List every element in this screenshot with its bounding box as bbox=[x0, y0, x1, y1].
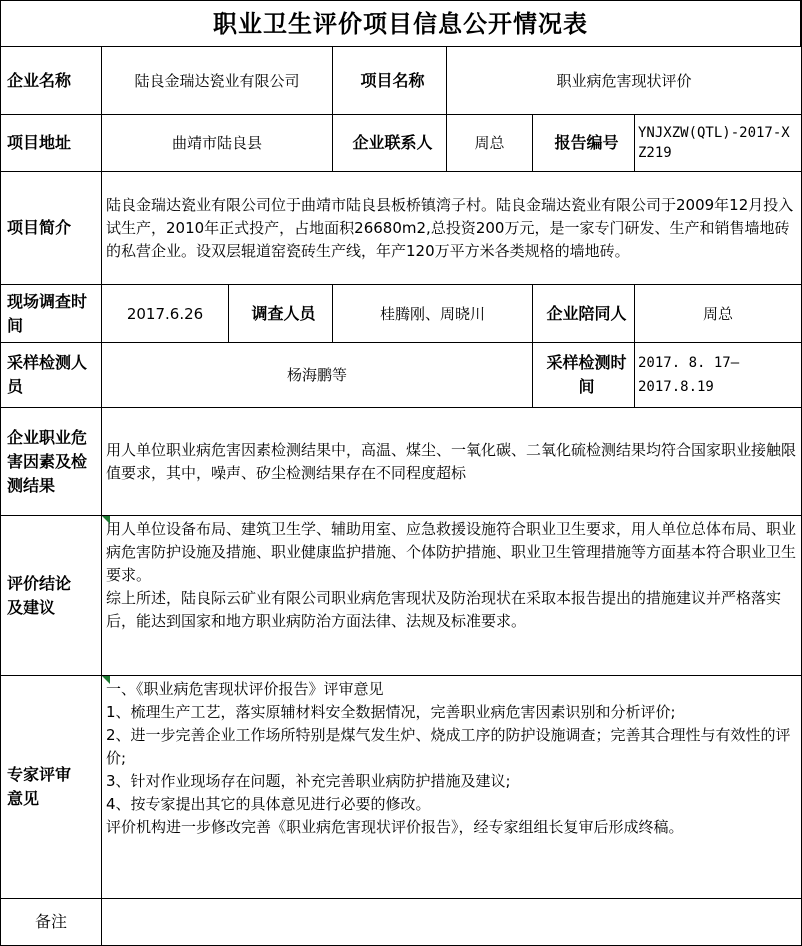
label-company-name: 企业名称 bbox=[1, 47, 102, 115]
label-project-name: 项目名称 bbox=[333, 47, 447, 115]
value-company-escort: 周总 bbox=[635, 285, 801, 343]
value-hazard-results-cell bbox=[102, 408, 801, 516]
page-title: 职业卫生评价项目信息公开情况表 bbox=[1, 1, 801, 47]
value-project-address: 曲靖市陆良县 bbox=[102, 115, 333, 172]
label-company-escort: 企业陪同人 bbox=[533, 285, 635, 343]
expert-review-line: 评价机构进一步修改完善《职业病危害现状评价报告》，经专家组组长复审后形成终稿。 bbox=[106, 818, 684, 836]
comment-marker-icon bbox=[102, 676, 110, 684]
value-sampling-staff: 杨海鹏等 bbox=[102, 343, 533, 408]
label-project-address: 项目地址 bbox=[1, 115, 102, 172]
label-sampling-time: 采样检测时间 bbox=[533, 343, 635, 408]
label-conclusion: 评价结论及建议 bbox=[1, 516, 102, 676]
label-company-contact: 企业联系人 bbox=[333, 115, 447, 172]
label-sampling-staff: 采样检测人员 bbox=[1, 343, 102, 408]
conclusion-paragraph: 综上所述，陆良际云矿业有限公司职业病危害现状及防治现状在采取本报告提出的措施建议并严格落实后，能达到国家和地方职业病防治方面法律、法规及标准要求。 bbox=[106, 589, 782, 630]
value-hazard-results: 用人单位职业病危害因素检测结果中，高温、煤尘、一氧化碳、二氧化硫检测结果均符合国家职业接触限值要求，其中，噪声、矽尘检测结果存在不同程度超标 bbox=[106, 440, 797, 482]
label-hazard-results: 企业职业危害因素及检测结果 bbox=[1, 408, 102, 516]
value-survey-time: 2017.6.26 bbox=[102, 285, 229, 343]
value-remarks bbox=[102, 899, 801, 945]
label-project-intro: 项目简介 bbox=[1, 172, 102, 285]
value-project-name: 职业病危害现状评价 bbox=[447, 47, 801, 115]
value-project-intro: 陆良金瑞达瓷业有限公司位于曲靖市陆良县板桥镇湾子村。陆良金瑞达瓷业有限公司于2009年12月投入试生产，2010年正式投产，占地面积26680m2,总投资200万元，是一家专门研发、生产和销售墙地砖的私营企业。设双层辊道窑瓷砖生产线，年产120万平方米各类规格的墙地砖。 bbox=[106, 195, 794, 260]
value-report-no: YNJXZW(QTL)-2017-XZ219 bbox=[635, 115, 801, 172]
expert-review-line: 2、进一步完善企业工作场所特别是煤气发生炉、烧成工序的防护设施调查；完善其合理性与有效性的评价; bbox=[106, 726, 791, 767]
value-company-contact: 周总 bbox=[447, 115, 533, 172]
expert-review-line: 1、梳理生产工艺，落实原辅材料安全数据情况，完善职业病危害因素识别和分析评价; bbox=[106, 703, 676, 721]
value-project-intro-cell bbox=[102, 172, 801, 285]
label-expert-review: 专家评审意见 bbox=[1, 676, 102, 899]
label-remarks: 备注 bbox=[1, 899, 102, 945]
value-company-name: 陆良金瑞达瓷业有限公司 bbox=[102, 47, 333, 115]
expert-review-line: 一、《职业病危害现状评价报告》评审意见 bbox=[106, 680, 384, 698]
value-sampling-time: 2017. 8. 17—2017.8.19 bbox=[635, 343, 801, 408]
label-surveyors: 调查人员 bbox=[229, 285, 333, 343]
conclusion-paragraph: 用人单位设备布局、建筑卫生学、辅助用室、应急救援设施符合职业卫生要求，用人单位总体布局、职业病危害防护设施及措施、职业健康监护措施、个体防护措施、职业卫生管理措施等方面基本符合职业卫生要求。 bbox=[106, 520, 797, 584]
value-expert-review-cell bbox=[102, 676, 801, 899]
expert-review-line: 3、针对作业现场存在问题，补充完善职业病防护措施及建议; bbox=[106, 772, 511, 790]
comment-marker-icon bbox=[102, 516, 110, 524]
label-report-no: 报告编号 bbox=[533, 115, 635, 172]
label-survey-time: 现场调查时间 bbox=[1, 285, 102, 343]
expert-review-line: 4、按专家提出其它的具体意见进行必要的修改。 bbox=[106, 795, 431, 813]
value-surveyors: 桂腾刚、周晓川 bbox=[333, 285, 533, 343]
value-conclusion-cell bbox=[102, 516, 801, 676]
